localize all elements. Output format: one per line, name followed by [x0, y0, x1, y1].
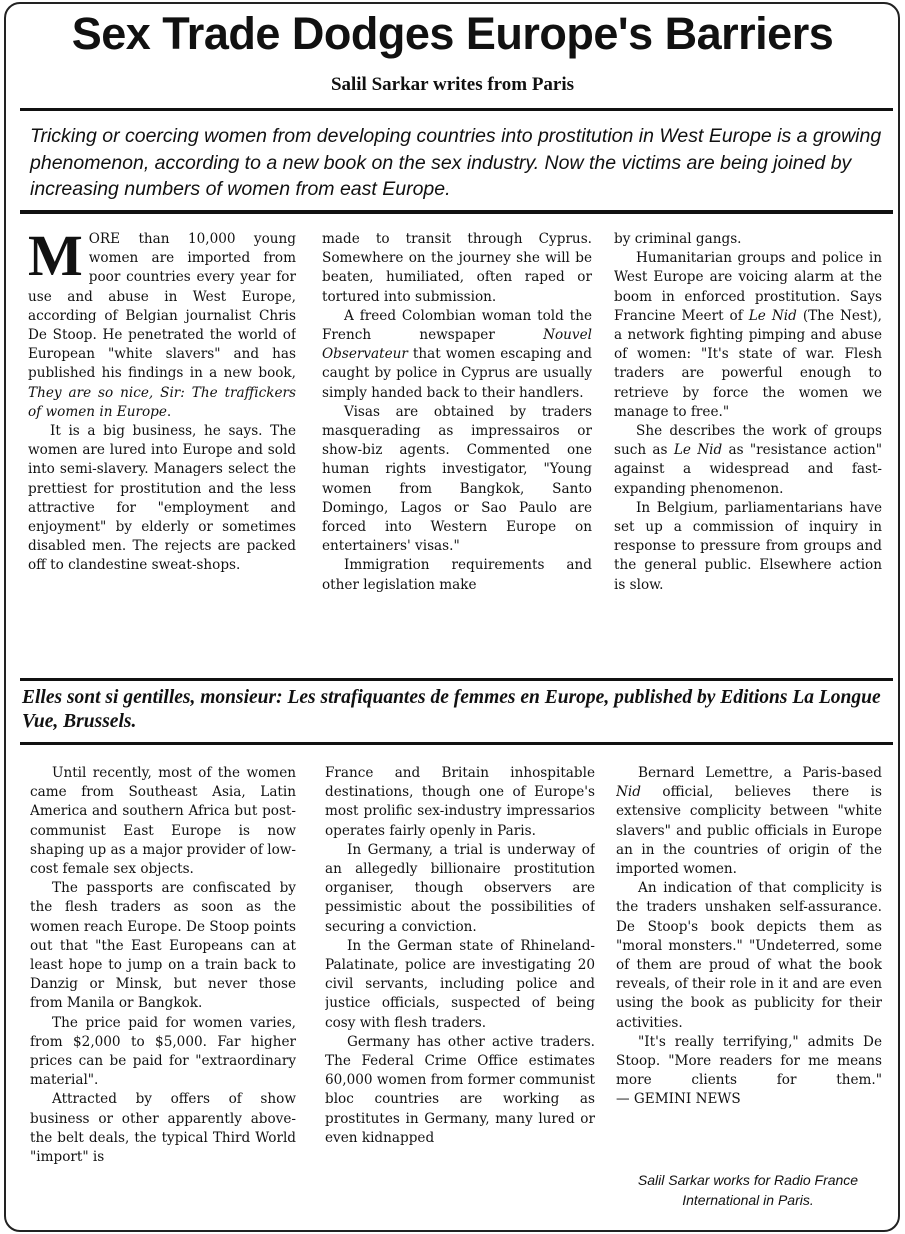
rule-below-band: [20, 742, 893, 745]
bottom-col3-p1-lead: Bernard Lemettre, a Paris-based: [638, 765, 882, 781]
top-column-1: [28, 230, 296, 670]
top-col1-para-1: [28, 230, 296, 422]
drop-cap: M: [28, 230, 83, 288]
rule-above-band: [20, 678, 893, 681]
bottom-column-3: [616, 764, 882, 1164]
headline: Sex Trade Dodges Europe's Barriers: [71, 8, 834, 59]
author-credit: Salil Sarkar works for Radio France International in Paris.: [637, 1172, 859, 1208]
le-nid-title-2: Le Nid: [673, 442, 723, 459]
bottom-col1-para-1: Until recently, most of the women came from Southeast Asia, Latin America and southern Africa but post-communist East Europe is now shaping up as a major provider of low-cost female sex objects.: [30, 765, 296, 878]
rule-under-deck: [20, 210, 893, 214]
wire-service-credit: — GEMINI NEWS: [616, 1091, 741, 1108]
nid-title: Nid: [616, 784, 641, 801]
top-col3-para-1: by criminal gangs.: [614, 231, 742, 247]
top-col3-p3-end: as "resistance action" against a widespread and fast-expanding phenomenon.: [614, 442, 882, 497]
bottom-col1-para-3: The price paid for women varies, from $2,000 to $5,000. Far higher prices can be paid for "extraordinary material".: [30, 1014, 296, 1089]
bottom-col2-para-4: Germany has other active traders. The Federal Crime Office estimates 60,000 women from former communist bloc countries are working as prostitutes in Germany, many lured or even kidnapped: [325, 1033, 595, 1146]
top-col3-para-2: [614, 249, 882, 422]
le-nid-title: Le Nid: [748, 307, 797, 324]
newspaper-title: Nouvel Observateur: [322, 327, 592, 363]
top-column-3: [614, 230, 882, 670]
top-col2-para-1: made to transit through Cyprus. Somewhere on the journey she will be beaten, humiliated, often raped or tortured into submission.: [322, 231, 592, 305]
bottom-column-1: [30, 764, 296, 1219]
bottom-col1-para-2: The passports are confiscated by the flesh traders as soon as the women reach Europe. De Stoop points out that "the East Europeans can at least hope to jump on a train back to Danzig or Minsk, but never those from Manila or Bangkok.: [30, 880, 296, 1012]
top-col2-p2-lead: A freed Colombian woman told the French newspaper: [322, 307, 592, 344]
bottom-col3-para-1: [616, 764, 882, 879]
top-col3-p2-lead: Humanitarian groups and police in West Europe are voicing alarm at the boom in enforced prostitution. Says Francine Meert of: [614, 250, 882, 324]
top-col3-para-4: In Belgium, parliamentarians have set up a commission of inquiry in response to pressure from groups and the general public. Elsewhere action is slow.: [614, 499, 882, 593]
bottom-col3-p1-end: official, believes there is extensive complicity between "white slavers" and public officials in Europe an in the countries of origin of the imported women.: [616, 784, 882, 878]
top-col1-p1-end: .: [166, 403, 172, 420]
deck-summary: Tricking or coercing women from developing countries into prostitution in West Europe is a growing phenomenon, according to a new book on the sex industry. Now the victims are being joined by increasing numbers of women from east Europe.: [30, 125, 882, 200]
bottom-col3-para-2: An indication of that complicity is the traders unshaken self-assurance. De Stoop's book depicts them as "moral monsters." "Undeterred, some of them are proud of what the book reveals, of their role in it and are even using the book as publicity for their activities.: [616, 880, 882, 1031]
bottom-col2-para-2: In Germany, a trial is underway of an allegedly billionaire prostitution organiser, though observers are pessimistic about the possibilities of securing a conviction.: [325, 841, 595, 935]
rule-under-byline: [20, 108, 893, 111]
top-col2-para-4: Immigration requirements and other legislation make: [322, 557, 592, 593]
top-col1-p1-lead: ORE than 10,000 young women are imported from poor countries every year for use and abuse in West Europe, according of Belgian journalist Chris De Stoop. He penetrated the world of European "white slavers" and has published his findings in a new book,: [28, 231, 296, 382]
bottom-col3-p3-text: "It's really terrifying," admits De Stoop. "More readers for me means more clients for them.": [616, 1033, 882, 1089]
top-col3-p3-lead: She describes the work of groups such as: [614, 423, 882, 459]
top-col3-para-3: [614, 422, 882, 499]
bottom-col2-para-1: France and Britain inhospitable destinations, though one of Europe's most prolific sex-industry impressarios operates fairly openly in Paris.: [325, 765, 595, 839]
bottom-col3-para-3: [616, 1033, 882, 1110]
top-col2-para-3: Visas are obtained by traders masquerading as impressairos or show-biz agents. Commented one human rights investigator, "Young women from Bangkok, Santo Domingo, Lagos or Sao Paulo are forced into Western Europe on entertainers' visas.": [322, 403, 592, 555]
top-col2-p2-end: that women escaping and caught by police in Cyprus are usually simply handed back to their handlers.: [322, 346, 592, 401]
top-col3-p2-end: (The Nest), a network fighting pimping and abuse of women: "It's state of war. Flesh traders are powerful enough to retrieve by force the women we manage to free.": [614, 307, 882, 420]
top-col1-para-2: It is a big business, he says. The women are lured into Europe and sold into semi-slavery. Managers select the prettiest for prostitution and the less attractive for "employment and enjoyment" by elderly or sometimes disabled men. The rejects are packed off to clandestine sweat-shops.: [28, 423, 296, 574]
byline: Salil Sarkar writes from Paris: [330, 74, 575, 95]
bottom-col1-para-4: Attracted by offers of show business or other apparently above-the belt deals, the typical Third World "import" is: [30, 1091, 296, 1166]
top-column-2: [322, 230, 592, 670]
book-reference-band: Elles sont si gentilles, monsieur: Les strafiquantes de femmes en Europe, published by Editions La Longue Vue, Brussels.: [22, 687, 881, 732]
bottom-col2-para-3: In the German state of Rhineland-Palatinate, police are investigating 20 civil servants, including police and justice officials, suspected of being cosy with flesh traders.: [325, 937, 595, 1031]
top-col2-para-2: [322, 307, 592, 403]
bottom-column-2: [325, 764, 595, 1219]
book-title-english: They are so nice, Sir: The traffickers of women in Europe: [28, 384, 296, 420]
